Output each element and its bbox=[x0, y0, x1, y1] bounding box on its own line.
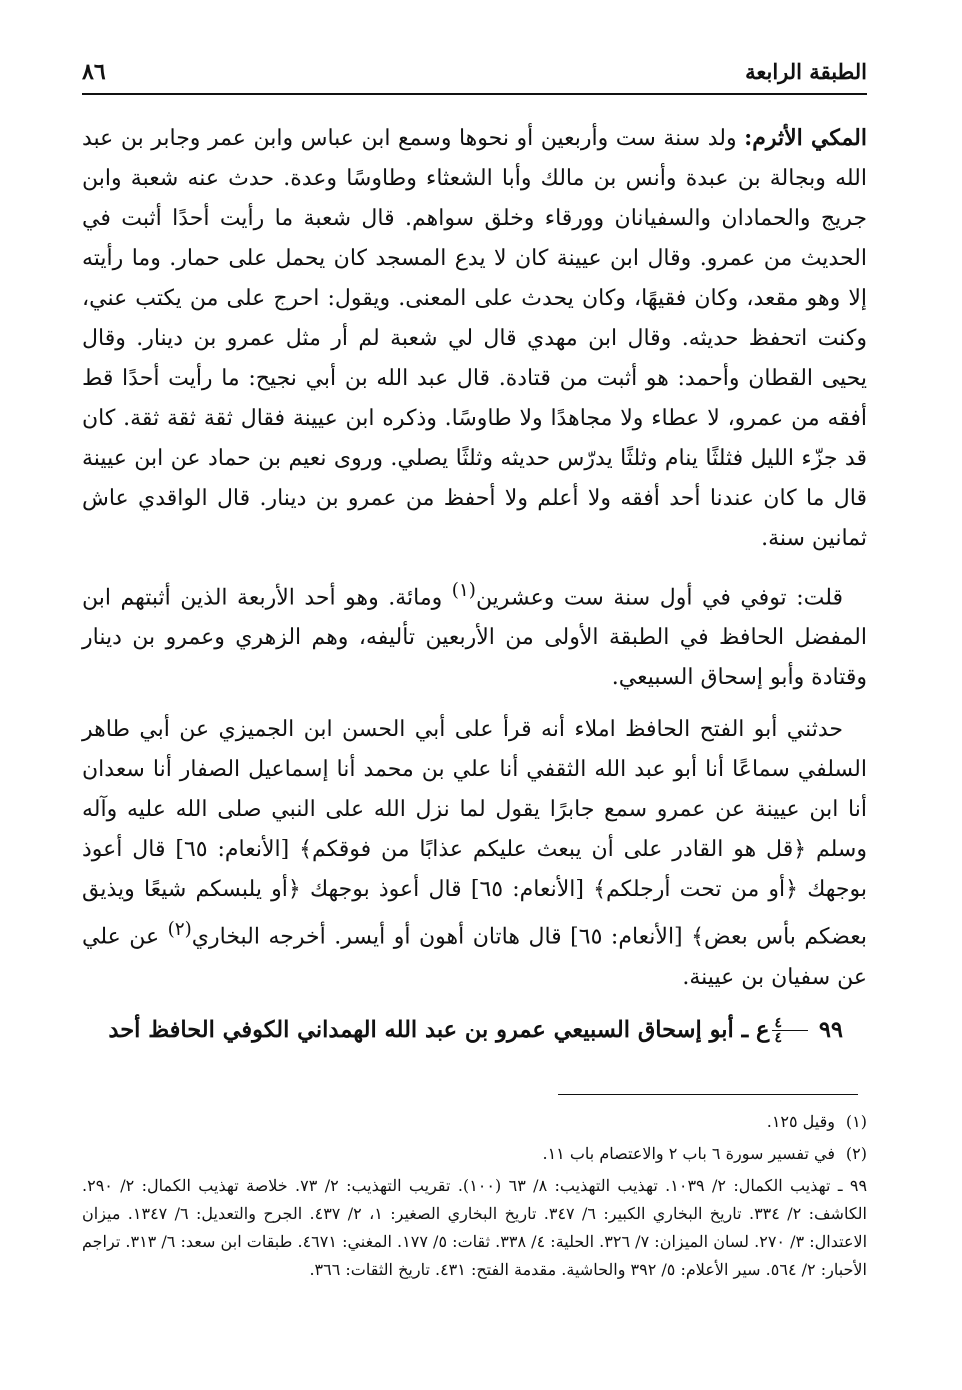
footnote-text: في تفسير سورة ٦ باب ٢ والاعتصام باب ١١. bbox=[542, 1144, 835, 1163]
footnote-ref-1: (١) bbox=[451, 580, 476, 601]
footnote-number: (٢) bbox=[845, 1144, 867, 1163]
page-number: ٨٦ bbox=[82, 59, 106, 85]
hadith-text-2: عن علي عن سفيان بن عيينة. bbox=[82, 924, 867, 990]
main-text bbox=[82, 118, 867, 1072]
fraction-bottom: ٤ bbox=[774, 1030, 782, 1047]
section-title: الطبقة الرابعة bbox=[745, 59, 867, 84]
paragraph-death-note bbox=[82, 571, 867, 698]
bio-text: ولد سنة ست وأربعين أو نحوها وسمع ابن عباس وابن عمر وجابر بن عبد الله وبجالة بن عبدة وأنس بن مالك وأبا الشعثاء وطاوسًا وعدة. حدث عنه شعبة وابن جريج والحمادان والسفيانان وورقاء وخلق سواهم. قال شعبة ما رأيت أحدًا أثبت في الحديث من عمرو. وقال ابن عيينة كان لا يدع المسجد كان يحمل على حمار. وما رأيته إلا وهو مقعد، وكان فقيهًا، وكان يحدث على المعنى. ويقول: احرج على من يكتب عني، وكنت اتحفظ حديثه. وقال ابن مهدي قال لي شعبة لم أر مثل عمرو بن دينار. وقال يحيى القطان وأحمد: هو أثبت من قتادة. قال عبد الله بن أبي نجيح: ما رأيت أحدًا قط أفقه من عمرو، لا عطاء ولا مجاهدًا ولا طاوسًا. وذكره ابن عيينة فقال ثقة ثقة ثقة. كان قد جزّء الليل فثلثًا ينام وثلثًا يدرّس حديثه وثلثًا يصلي. وروى نعيم بن حماد عن ابن عيينة قال ما كان عندنا أحد أفقه ولا أعلم ولا أحفظ من عمرو بن دينار. قال الواقدي عاش ثمانين سنة. bbox=[82, 126, 867, 551]
footnotes bbox=[82, 1108, 867, 1288]
running-header bbox=[82, 55, 867, 95]
source-references: ٩٩ ـ تهذيب الكمال: ٢/ ١٠٣٩. تهذيب التهذيب: ٨/ ٦٣ (١٠٠). تقريب التهذيب: ٢/ ٧٣. خلاصة تهذيب الكمال: ٢/ ٢٩٠. الكاشف: ٢/ ٣٣٤. تاريخ البخاري الكبير: ٦/ ٣٤٧. تاريخ البخاري الصغير: ١، ٢/ ٤٣٧. الجرح والتعديل: ٦/ ١٣٤٧. ميزان الاعتدال: ٣/ ٢٧٠. لسان الميزان: ٧/ ٣٢٦. الحلية: ٤/ ٣٣٨. ثقات: ٥/ ١٧٧. المغني: ٤٦٧١. طبقات ابن سعد: ٦/ ٣١٣. تراجم الأحبار: ٢/ ٥٦٤. سير الأعلام: ٥/ ٣٩٢ والحاشية. مقدمة الفتح: ٤٣١. تاريخ الثقات: ٣٦٦. bbox=[82, 1176, 868, 1279]
entry-code: ع bbox=[756, 1016, 770, 1043]
footnote-text: وقيل ١٢٥. bbox=[766, 1112, 835, 1131]
entry-heading-99 bbox=[82, 1010, 867, 1050]
bio-lead-name: المكي الأثرم: bbox=[744, 125, 868, 151]
fraction-top: ٤ bbox=[772, 1016, 808, 1031]
hadith-text-1: حدثني أبو الفتح الحافظ املاء أنه قرأ على أبي الحسن ابن الجميزي عن أبي طاهر السلفي سماعًا أنا أبو عبد الله الثقفي أنا علي بن محمد أنا إسماعيل الصفار أنا سعدان أنا ابن عيينة عن عمرو سمع جابرًا يقول لما نزل الله على النبي صلى الله عليه وآله وسلم ﴿قل هو القادر على أن يبعث عليكم عذابًا من فوقكم﴾ [الأنعام: ٦٥] قال أعوذ بوجهك ﴿أو من تحت أرجلكم﴾ [الأنعام: ٦٥] قال أعوذ بوجهك ﴿أو يلبسكم شيعًا ويذيق بعضكم بأس بعض﴾ [الأنعام: ٦٥] قال هاتان أهون أو أيسر. أخرجه البخاري bbox=[82, 717, 867, 950]
entry-number: ٩٩ bbox=[818, 1016, 843, 1043]
paragraph-hadith bbox=[82, 710, 867, 997]
footnote-number: (١) bbox=[845, 1112, 867, 1131]
death-note-text-2: ومائة. وهو أحد الأربعة الذين أثبتهم ابن المفضل الحافظ في الطبقة الأولى من الأربعين تأليفه، وهم الزهري وعمرو بن دينار وقتادة وأبو إسحاق السبيعي. bbox=[82, 585, 867, 691]
death-note-text-1: قلت: توفي في أول سنة ست وعشرين bbox=[475, 585, 844, 611]
footnote-ref-2: (٢) bbox=[167, 919, 192, 941]
footnote-1 bbox=[82, 1108, 867, 1136]
entry-fraction bbox=[772, 1016, 808, 1045]
footnote-separator bbox=[558, 1094, 858, 1095]
footnote-2 bbox=[82, 1140, 867, 1168]
paragraph-biography bbox=[82, 118, 867, 559]
entry-text: ـ أبو إسحاق السبيعي عمرو بن عبد الله الهمداني الكوفي الحافظ أحد bbox=[108, 1016, 749, 1043]
